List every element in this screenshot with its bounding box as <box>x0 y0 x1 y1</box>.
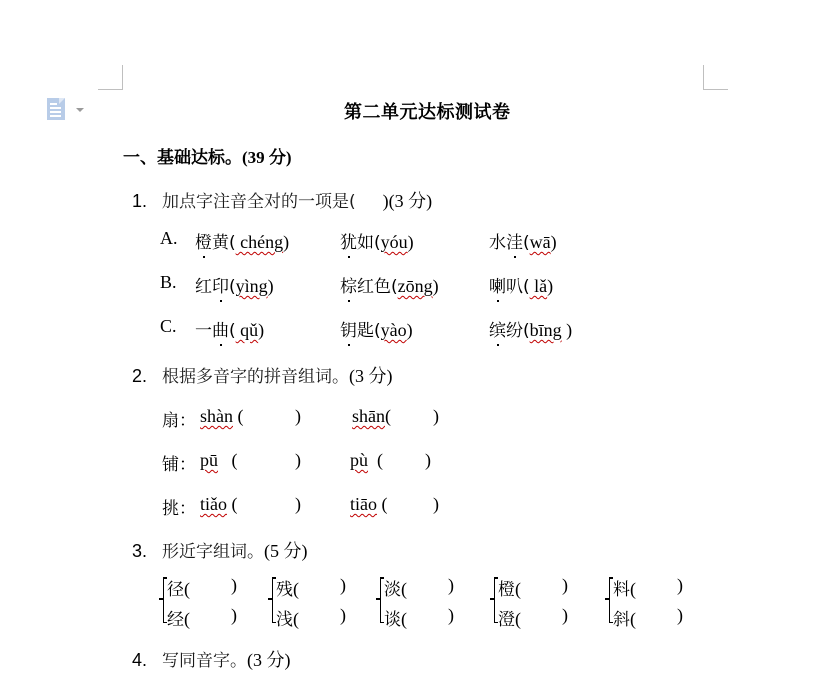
pair-char: 料 <box>613 580 630 600</box>
question-number: 1. <box>132 191 148 211</box>
pinyin-b <box>352 406 391 427</box>
dotted-char: 钥 <box>340 321 357 341</box>
open-paren: ( <box>218 450 238 470</box>
open-paren: ( <box>233 406 244 426</box>
polyphone-row <box>162 494 196 519</box>
answer-blank-close[interactable]: ) <box>562 605 568 625</box>
word-suffix: ( <box>523 233 530 253</box>
option-item <box>195 316 264 341</box>
section-label: 一、基础达标。 <box>123 148 242 168</box>
close-paren: ) <box>432 276 439 296</box>
word-prefix: 一 <box>195 321 212 341</box>
word-suffix: ( <box>229 277 236 297</box>
word-suffix: 匙( <box>357 321 381 341</box>
open-paren: ( <box>515 609 521 629</box>
answer-blank-close[interactable]: ) <box>340 575 346 595</box>
close-paren: ) <box>258 320 265 340</box>
answer-blank-close[interactable]: ) <box>340 605 346 625</box>
option-letter: A. <box>160 228 178 248</box>
dotted-char: 曲 <box>212 321 229 341</box>
answer-blank-close[interactable]: ) <box>433 406 439 426</box>
page-corner-mark-left <box>98 65 123 90</box>
open-paren: ( <box>401 609 407 629</box>
answer-blank-close[interactable]: ) <box>295 494 301 514</box>
close-paren: ) <box>267 276 274 296</box>
section-heading <box>123 143 292 168</box>
word-suffix: 红色( <box>357 277 398 297</box>
dotted-char: 喇 <box>489 277 506 297</box>
pinyin: zōng <box>397 276 433 296</box>
answer-blank-close[interactable]: ) <box>295 450 301 470</box>
word-prefix: 红 <box>195 277 212 297</box>
answer-blank-close[interactable]: ) <box>231 605 237 625</box>
open-paren: ( <box>377 494 388 514</box>
question-points: )(3 分) <box>382 191 433 211</box>
option-item <box>195 272 274 297</box>
option-item <box>489 272 553 297</box>
word-suffix: ( <box>229 321 236 341</box>
option-item <box>195 228 289 253</box>
polyphone-char: 扇： <box>162 411 196 431</box>
open-paren: ( <box>184 579 190 599</box>
close-paren: ) <box>561 320 573 340</box>
answer-blank-close[interactable]: ) <box>677 575 683 595</box>
question-points: (5 分) <box>264 541 308 561</box>
pinyin: wā <box>529 232 551 252</box>
document-icon[interactable] <box>47 98 67 122</box>
pair-char: 斜 <box>613 610 630 630</box>
polyphone-char: 铺： <box>162 455 196 475</box>
option-item <box>340 272 439 297</box>
question-1 <box>132 187 432 213</box>
pair-char: 残 <box>276 580 293 600</box>
chevron-down-icon[interactable] <box>76 108 84 112</box>
open-paren: ( <box>385 406 391 426</box>
word-suffix: 黄( <box>212 233 236 253</box>
pinyin-b <box>350 494 388 515</box>
open-paren: ( <box>401 579 407 599</box>
question-text: 形近字组词。 <box>162 542 264 562</box>
answer-blank-close[interactable]: ) <box>231 575 237 595</box>
question-2 <box>132 362 393 388</box>
open-paren: ( <box>227 494 238 514</box>
pinyin: lǎ <box>529 276 548 296</box>
question-3 <box>132 537 308 563</box>
question-text: 根据多音字的拼音组词。 <box>162 367 349 387</box>
question-points: (3 分) <box>349 366 393 386</box>
option-item <box>489 228 557 253</box>
pinyin: shān <box>352 406 385 426</box>
page-corner-mark-right <box>703 65 728 90</box>
pair-char: 经 <box>167 610 184 630</box>
pinyin: yóu <box>380 232 408 252</box>
pinyin: yào <box>380 320 407 340</box>
open-paren: ( <box>368 450 383 470</box>
pinyin: bīng <box>529 320 562 340</box>
pair-char: 浅 <box>276 610 293 630</box>
question-number: 3. <box>132 541 148 561</box>
close-paren: ) <box>283 232 290 252</box>
pinyin: yìng <box>235 276 268 296</box>
close-paren: ) <box>550 232 557 252</box>
question-number: 2. <box>132 366 148 386</box>
answer-blank-close[interactable]: ) <box>562 575 568 595</box>
open-paren: ( <box>184 609 190 629</box>
question-number: 4. <box>132 650 148 670</box>
answer-blank-close[interactable]: ) <box>677 605 683 625</box>
polyphone-row <box>162 450 196 475</box>
pair-char: 径 <box>167 580 184 600</box>
pinyin: chéng <box>235 232 284 252</box>
answer-blank-close[interactable]: ) <box>433 494 439 514</box>
pinyin: pū <box>200 450 218 470</box>
dotted-char: 缤 <box>489 321 506 341</box>
pinyin: shàn <box>200 406 233 426</box>
pinyin: qǔ <box>235 320 259 340</box>
pinyin-a <box>200 406 244 427</box>
word-suffix: 如( <box>357 233 381 253</box>
word-suffix: 叭( <box>506 277 530 297</box>
pair-char: 澄 <box>498 610 515 630</box>
question-points: (3 分) <box>247 650 291 670</box>
open-paren: ( <box>630 579 636 599</box>
pinyin: tiāo <box>350 494 377 514</box>
polyphone-char: 挑： <box>162 499 196 519</box>
open-paren: ( <box>293 579 299 599</box>
question-text: 写同音字。 <box>162 651 247 671</box>
dotted-char: 洼 <box>506 233 523 253</box>
option-item <box>489 316 572 341</box>
option-item <box>340 228 414 253</box>
dotted-char: 棕 <box>340 277 357 297</box>
answer-blank-close[interactable]: ) <box>448 605 454 625</box>
polyphone-row <box>162 406 196 431</box>
answer-blank[interactable] <box>356 191 383 211</box>
close-paren: ) <box>406 320 413 340</box>
answer-blank-close[interactable]: ) <box>295 406 301 426</box>
pinyin-b <box>350 450 383 471</box>
pair-char: 谈 <box>384 610 401 630</box>
pinyin-a <box>200 450 238 471</box>
open-paren: ( <box>630 609 636 629</box>
word-suffix: 纷( <box>506 321 530 341</box>
pair-char: 橙 <box>498 580 515 600</box>
option-letter: B. <box>160 272 177 292</box>
section-points: (39 分) <box>242 148 292 167</box>
dotted-char: 犹 <box>340 233 357 253</box>
question-4 <box>132 646 291 672</box>
open-paren: ( <box>293 609 299 629</box>
dotted-char: 印 <box>212 277 229 297</box>
word-prefix: 水 <box>489 233 506 253</box>
answer-blank-close[interactable]: ) <box>448 575 454 595</box>
close-paren: ) <box>407 232 414 252</box>
option-item <box>340 316 413 341</box>
question-text: 加点字注音全对的一项是( <box>162 192 356 212</box>
option-letter: C. <box>160 316 177 336</box>
pinyin: tiǎo <box>200 494 227 514</box>
open-paren: ( <box>515 579 521 599</box>
close-paren: ) <box>547 276 554 296</box>
dotted-char: 橙 <box>195 233 212 253</box>
pair-char: 淡 <box>384 580 401 600</box>
answer-blank-close[interactable]: ) <box>425 450 431 470</box>
page-title: 第二单元达标测试卷 <box>344 102 511 123</box>
pinyin: pù <box>350 450 368 470</box>
pinyin-a <box>200 494 238 515</box>
